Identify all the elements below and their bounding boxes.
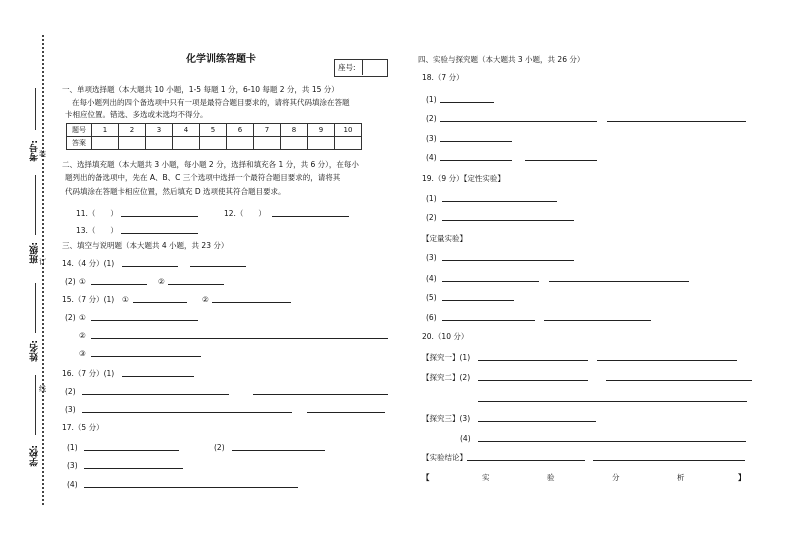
q17-1-blank[interactable] [84,450,179,451]
answer-cell[interactable] [146,137,173,150]
answer-cell[interactable] [92,137,119,150]
q19-1-label: (1) [426,194,437,203]
q19-6-label: (6) [426,313,437,322]
q14-2-blank-a[interactable] [91,284,147,285]
answer-cell[interactable] [119,137,146,150]
q16-label: 16.（7 分）(1) [62,369,115,378]
q13-blank[interactable] [121,233,198,234]
q16-3-label: (3) [65,405,76,414]
q14-2-label: (2) [65,277,76,286]
q16-2-blank-b[interactable] [253,394,388,395]
answer-table [66,123,362,150]
q15-2-blank-3[interactable] [91,356,201,357]
binding-line-3 [35,283,36,333]
name-label: 姓名: [30,340,40,362]
sec4-heading: 四、实验与探究题（本大题共 3 小题，共 26 分） [418,55,585,64]
q18-1-label: (1) [426,95,437,104]
q19-2-label: (2) [426,213,437,222]
q19-6-blank-b[interactable] [544,320,651,321]
conclusion-blank-b[interactable] [593,460,745,461]
explore3-blank[interactable] [478,421,596,422]
answer-cell[interactable] [173,137,200,150]
q15-2-circ1: ① [79,313,86,322]
q15-1-blank-b[interactable] [212,302,291,303]
q18-2-blank-b[interactable] [607,121,746,122]
q16-3-blank-b[interactable] [307,412,385,413]
q15-2-circ2: ② [79,331,86,340]
q12-label: 12.（ ） [224,209,266,218]
q17-4-blank[interactable] [84,487,298,488]
q15-1-blank-a[interactable] [133,302,187,303]
q19-5-blank[interactable] [442,300,514,301]
explore2-blank-a[interactable] [478,380,588,381]
q16-1-blank[interactable] [122,376,194,377]
q16-2-blank-a[interactable] [82,394,229,395]
q18-4-blank-a[interactable] [440,160,512,161]
q13-label: 13.（ ） [76,226,118,235]
explore3-4-label: (4) [460,434,471,443]
binding-dots [42,35,48,505]
q17-2-label: (2) [214,443,225,452]
exam-number-label: 考号: [30,140,40,162]
reflection-char: 析 [677,473,685,482]
q15-circ1: ① [122,295,129,304]
explore3-label: 【探究三】(3) [422,414,471,423]
q18-label: 18.（7 分） [422,73,464,82]
answer-cell[interactable] [308,137,335,150]
answer-cell[interactable] [281,137,308,150]
q15-2-circ3: ③ [79,349,86,358]
q11-blank[interactable] [121,216,198,217]
school-label: 学校: [30,445,40,467]
seat-label: 座号: [338,63,356,72]
xian-mark: 线 [39,385,46,393]
reflection-char: 验 [547,473,555,482]
q17-3-label: (3) [67,461,78,470]
q18-2-blank-a[interactable] [440,121,597,122]
table-cell: 3 [146,124,173,137]
q14-1-blank-a[interactable] [122,266,178,267]
q19-4-blank-a[interactable] [442,281,539,282]
table-cell: 7 [254,124,281,137]
quant-label: 【定量实验】 [422,234,467,243]
q19-4-label: (4) [426,274,437,283]
explore1-blank-b[interactable] [597,360,737,361]
table-cell: 10 [335,124,362,137]
q18-4-blank-b[interactable] [525,160,597,161]
q18-4-label: (4) [426,153,437,162]
q18-3-blank[interactable] [440,141,512,142]
q14-2-blank-b[interactable] [168,284,224,285]
ding-mark: 订 [39,258,46,266]
q17-4-label: (4) [67,480,78,489]
q15-2-blank-2[interactable] [91,338,388,339]
sec2-instr-1: 题列出的备选项中，先在 A、B、C 三个选项中选择一个最符合题目要求的，请将其 [65,173,341,182]
explore2-blank-b[interactable] [606,380,752,381]
answer-cell[interactable] [254,137,281,150]
conclusion-blank-a[interactable] [467,460,585,461]
q18-3-label: (3) [426,134,437,143]
q19-2-blank[interactable] [442,220,574,221]
reflection-char: 分 [612,473,620,482]
answer-cell[interactable] [335,137,362,150]
sec2-heading: 二、选择填充题（本大题共 3 小题，每小题 2 分，选择和填充各 1 分，共 6 分），在每小 [62,160,359,169]
q16-2-label: (2) [65,387,76,396]
answer-cell[interactable] [227,137,254,150]
table-cell: 6 [227,124,254,137]
q15-2-label: (2) [65,313,76,322]
q14-1-blank-b[interactable] [190,266,246,267]
table-cell: 2 [119,124,146,137]
q17-1-label: (1) [67,443,78,452]
q15-2-blank-1[interactable] [91,320,198,321]
binding-line-2 [35,175,36,235]
seat-input[interactable] [362,59,387,75]
q12-blank[interactable] [272,216,349,217]
q16-3-blank-a[interactable] [82,412,292,413]
q14-circ2: ② [158,277,165,286]
conclusion-label: 【实验结论】 [422,453,467,462]
table-cell: 1 [92,124,119,137]
q14-circ1: ① [79,277,86,286]
q18-2-label: (2) [426,114,437,123]
q19-3-blank[interactable] [442,260,574,261]
reflection-close: 】 [738,473,746,482]
q11-label: 11.（ ） [76,209,118,218]
q19-6-blank-a[interactable] [442,320,535,321]
q19-1-blank[interactable] [442,201,557,202]
reflection-open: 【 [422,473,430,482]
q17-label: 17.（5 分） [62,423,104,432]
q19-5-label: (5) [426,293,437,302]
explore1-label: 【探究一】(1) [422,353,471,362]
table-cell: 4 [173,124,200,137]
q15-circ2: ② [202,295,209,304]
sec1-heading: 一、单项选择题（本大题共 10 小题，1-5 每题 1 分，6-10 每题 2 分，共 15 分） [62,85,339,94]
binding-line-4 [35,375,36,435]
page-title: 化学训练答题卡 [186,54,256,65]
table-cell: 8 [281,124,308,137]
q19-4-blank-b[interactable] [549,281,689,282]
table-cell: 5 [200,124,227,137]
q18-1-blank[interactable] [440,102,494,103]
explore2-label: 【探究二】(2) [422,373,471,382]
q19-label: 19.（9 分）【定性实验】 [422,174,505,183]
explore1-blank-a[interactable] [478,360,588,361]
q19-3-label: (3) [426,253,437,262]
answer-cell[interactable] [200,137,227,150]
sec3-heading: 三、填空与说明题（本大题共 4 小题，共 23 分） [62,241,229,250]
q17-2-blank[interactable] [232,450,325,451]
zhuang-mark: 装 [39,150,46,158]
sec2-instr-2: 代码填涂在答题卡相应位置，然后填充 D 选项使其符合题目要求。 [65,187,286,196]
sec1-instr-2: 卡相应位置。错选、多选或未选均不得分。 [65,110,208,119]
class-label: 班级: [30,242,40,264]
reflection-char: 实 [482,473,490,482]
explore3-4-blank[interactable] [478,441,746,442]
table-cell: 9 [308,124,335,137]
explore2-blank-c[interactable] [478,401,747,402]
binding-line-top [35,88,36,130]
sec1-instr-1: 在每小题列出的四个备选项中只有一项是最符合题目要求的，请将其代码填涂在答题 [72,98,350,107]
q17-3-blank[interactable] [84,468,183,469]
table-cell: 答案 [67,137,92,150]
q14-label: 14.（4 分）(1) [62,259,115,268]
table-cell: 题号 [67,124,92,137]
q20-label: 20.（10 分） [422,332,469,341]
q15-label: 15.（7 分）(1) [62,295,115,304]
